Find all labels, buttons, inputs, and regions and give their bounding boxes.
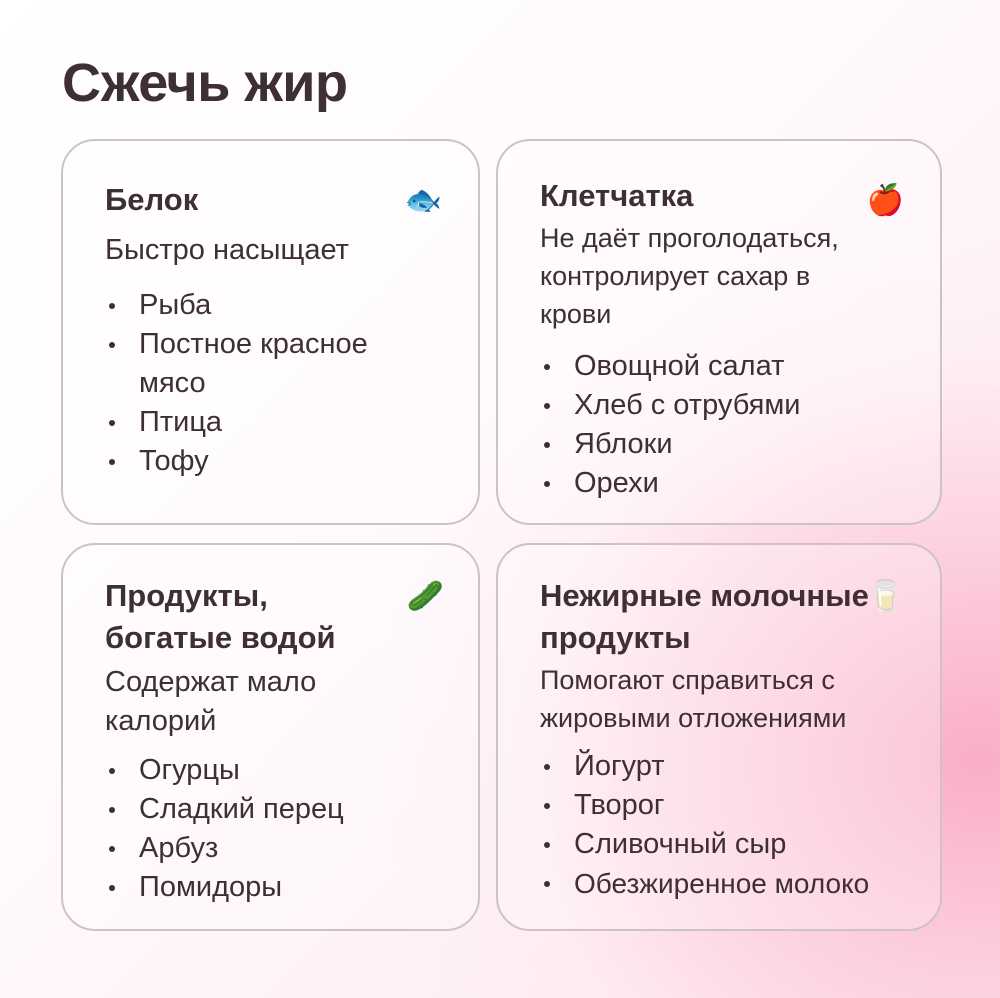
card-low-fat-dairy: [496, 543, 942, 931]
list-item: Рыба: [105, 286, 442, 325]
fish-icon: 🐟: [404, 183, 442, 218]
card-content: [540, 575, 924, 903]
list-item: Хлеб с отрубями: [540, 386, 904, 425]
card-title: Нежирные молочные продукты: [540, 578, 869, 655]
list-item: Арбуз: [105, 829, 444, 868]
card-title: Белок: [105, 182, 199, 217]
list-item: Тофу: [105, 442, 442, 481]
page-title: Сжечь жир: [62, 53, 348, 113]
card-content: [105, 179, 442, 481]
list-item: Орехи: [540, 464, 904, 503]
list-item: Йогурт: [540, 747, 924, 786]
list-item: Постное красное мясо: [105, 325, 442, 403]
card-description: Помогают справиться с жировыми отложениями: [540, 665, 847, 733]
list-item: Творог: [540, 786, 924, 825]
apple-icon: 🍎: [866, 183, 904, 218]
card-list: [540, 347, 904, 503]
card-fiber: [496, 139, 942, 525]
card-protein: [61, 139, 480, 525]
list-item: Яблоки: [540, 425, 904, 464]
card-water-rich: [61, 543, 480, 931]
card-content: [540, 175, 904, 503]
cucumber-icon: 🥒: [406, 579, 444, 614]
list-item: Обезжиренное молоко: [540, 864, 924, 903]
list-item: Помидоры: [105, 868, 444, 907]
card-content: [105, 575, 444, 907]
list-item: Сливочный сыр: [540, 825, 924, 864]
card-description: Не даёт проголодаться, контролирует сахар в крови: [540, 223, 839, 329]
card-description: Содержат мало калорий: [105, 666, 317, 737]
card-title: Продукты, богатые водой: [105, 578, 336, 655]
list-item: Овощной салат: [540, 347, 904, 386]
list-item: Сладкий перец: [105, 790, 444, 829]
card-list: [105, 751, 444, 907]
list-item: Огурцы: [105, 751, 444, 790]
list-item: Птица: [105, 403, 442, 442]
card-list: [540, 747, 924, 903]
card-list: [105, 286, 442, 481]
milk-glass-icon: 🥛: [866, 579, 904, 614]
card-description: Быстро насыщает: [105, 234, 349, 266]
card-title: Клетчатка: [540, 178, 694, 213]
